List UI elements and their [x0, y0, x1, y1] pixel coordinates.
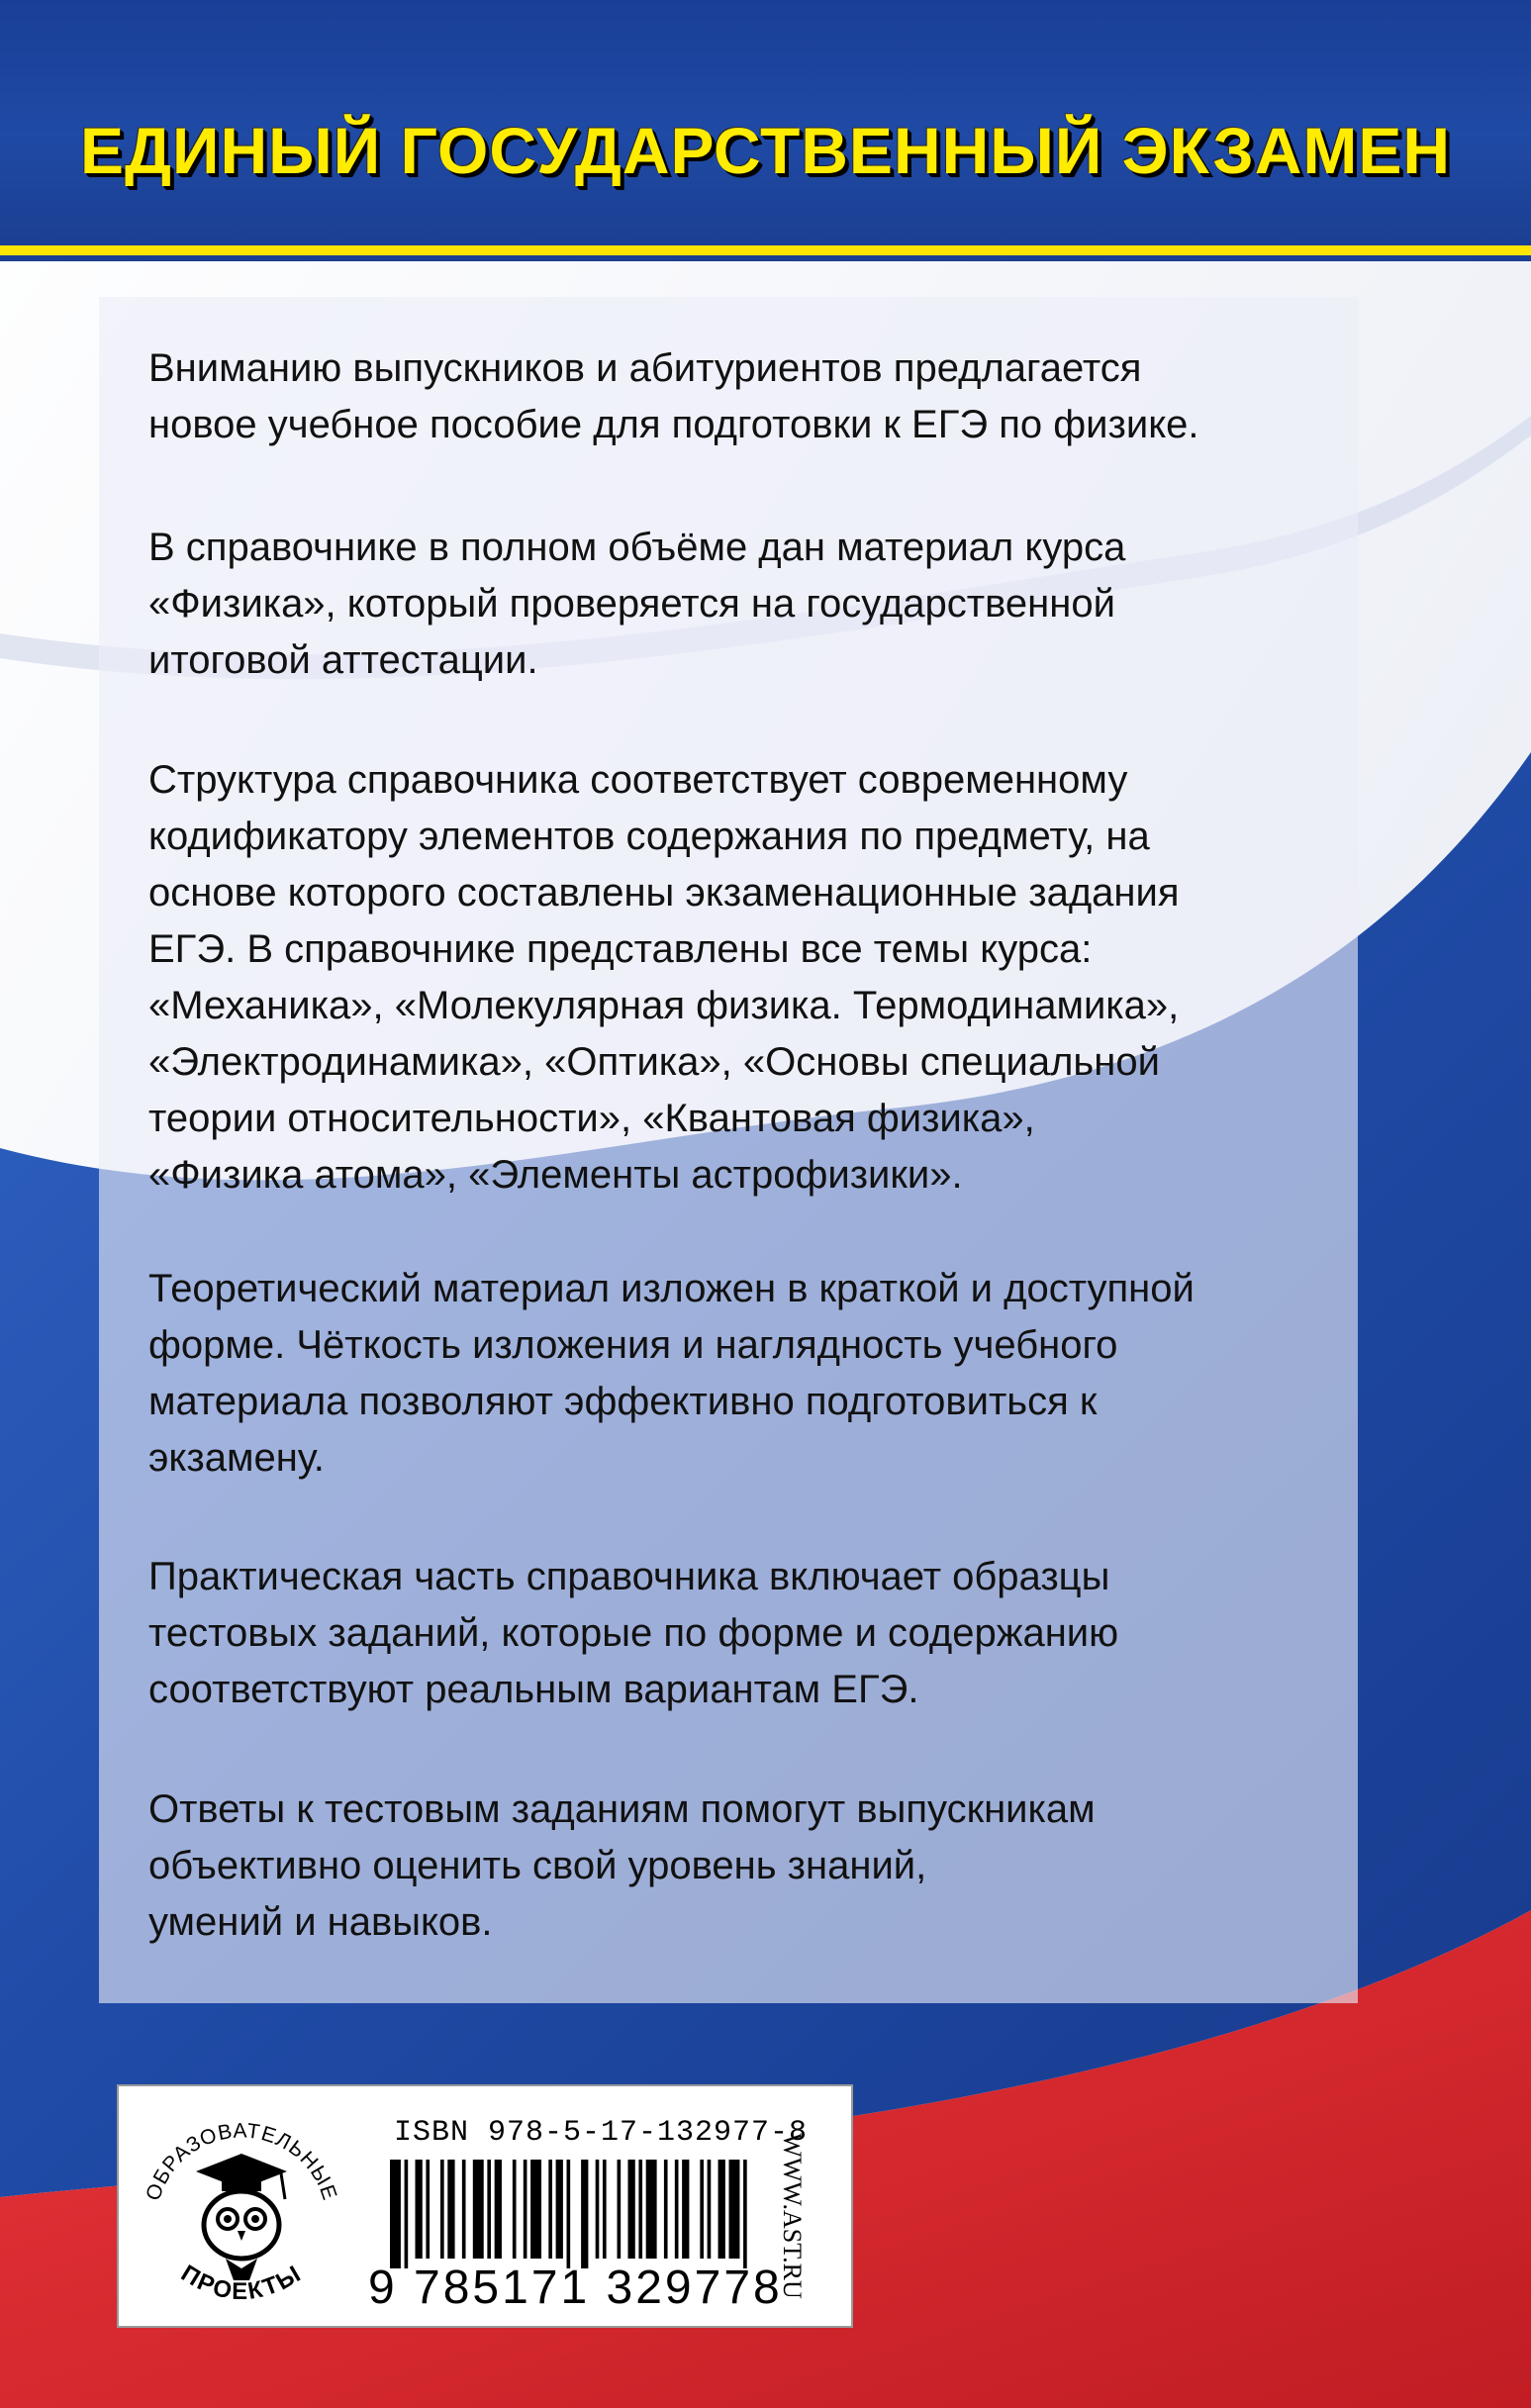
paragraph-line: умений и навыков. [148, 1900, 493, 1944]
paragraph-line: объективно оценить свой уровень знаний, [148, 1844, 927, 1887]
barcode-bar [513, 2160, 517, 2259]
barcode-bar [447, 2160, 454, 2259]
logo-bottom-text: ПРОЕКТЫ [176, 2260, 307, 2306]
paragraph-line: «Физика атома», «Элементы астрофизики». [148, 1153, 963, 1197]
publisher-logo [127, 2092, 356, 2322]
logo-top-text: ОБРАЗОВАТЕЛЬНЫЕ [142, 2119, 341, 2204]
footer-info-box [117, 2084, 853, 2328]
header-yellow-stripe [0, 245, 1531, 255]
barcode-bar [473, 2160, 484, 2259]
barcode-bar [646, 2160, 657, 2259]
barcode-bar [743, 2160, 747, 2268]
owl-graduate-icon [196, 2154, 287, 2280]
paragraph-line: Вниманию выпускников и абитуриентов предлагается [148, 346, 1142, 390]
paragraph-line: новое учебное пособие для подготовки к ЕГЭ по физике. [148, 403, 1199, 446]
barcode-bar [567, 2160, 571, 2268]
header-blue-stripe [0, 255, 1531, 261]
barcode-bar [700, 2160, 704, 2259]
paragraph-line: Практическая часть справочника включает образцы [148, 1555, 1110, 1598]
paragraph-line: основе которого составлены экзаменационные задания [148, 871, 1180, 915]
barcode-bar [530, 2160, 541, 2259]
barcode-bar [581, 2160, 588, 2268]
barcode-bar [440, 2160, 444, 2259]
barcode-bar [638, 2160, 642, 2259]
paragraph-5 [148, 1549, 1336, 1718]
barcode-bar [416, 2160, 423, 2259]
paragraph-line: материала позволяют эффективно подготовиться к [148, 1380, 1098, 1423]
barcode-bar [627, 2160, 634, 2259]
barcode-bar [664, 2160, 668, 2259]
paragraph-line: «Механика», «Молекулярная физика. Термодинамика», [148, 984, 1180, 1027]
isbn-number: ISBN 978-5-17-132977-8 [394, 2116, 809, 2150]
barcode-bar [718, 2160, 725, 2259]
barcode-bar [729, 2160, 740, 2259]
barcode-bar [524, 2160, 527, 2259]
barcode-bar [596, 2160, 600, 2259]
website-url [762, 2122, 821, 2310]
barcode-bar [487, 2160, 491, 2259]
barcode-bar [405, 2160, 409, 2268]
paragraph-4 [148, 1261, 1336, 1487]
barcode-bar [390, 2160, 401, 2268]
barcode-bar [708, 2160, 712, 2259]
paragraph-line: Структура справочника соответствует современному [148, 758, 1128, 802]
paragraph-line: В справочнике в полном объёме дан материал курса [148, 526, 1126, 569]
paragraph-2 [148, 520, 1336, 689]
paragraph-line: итоговой аттестации. [148, 638, 538, 682]
paragraph-line: экзамену. [148, 1436, 325, 1480]
paragraph-line: «Электродинамика», «Оптика», «Основы специальной [148, 1040, 1160, 1084]
paragraph-line: тестовых заданий, которые по форме и содержанию [148, 1611, 1119, 1655]
barcode-bar [426, 2160, 430, 2259]
barcode-bar [682, 2160, 689, 2259]
svg-text:ПРОЕКТЫ [176, 2260, 307, 2305]
barcode-digits: 9 785171 329778 [368, 2262, 783, 2314]
paragraph-line: «Физика», который проверяется на государственной [148, 582, 1115, 626]
paragraph-line: соответствуют реальным вариантам ЕГЭ. [148, 1668, 919, 1711]
paragraph-line: кодификатору элементов содержания по предмету, на [148, 815, 1150, 858]
paragraph-line: Ответы к тестовым заданиям помогут выпускникам [148, 1787, 1096, 1831]
barcode-bar [675, 2160, 679, 2259]
barcode-bar [548, 2160, 552, 2259]
barcode-bar [495, 2160, 502, 2259]
paragraph-line: Теоретический материал изложен в краткой и доступной [148, 1267, 1195, 1310]
paragraph-line: теории относительности», «Квантовая физика», [148, 1097, 1035, 1140]
website-text: WWW.AST.RU [778, 2133, 807, 2299]
paragraph-1 [148, 340, 1336, 453]
barcode-bar [556, 2160, 563, 2259]
paragraph-6 [148, 1782, 1336, 1951]
barcode-bar [618, 2160, 622, 2259]
paragraph-3 [148, 752, 1336, 1204]
paragraph-line: форме. Чёткость изложения и наглядность учебного [148, 1323, 1118, 1367]
barcode-bar [603, 2160, 607, 2259]
paragraph-line: ЕГЭ. В справочнике представлены все темы курса: [148, 927, 1093, 971]
page-title: ЕДИНЫЙ ГОСУДАРСТВЕННЫЙ ЭКЗАМЕН [79, 114, 1452, 187]
barcode-bar [462, 2160, 466, 2259]
header-band [0, 0, 1531, 245]
barcode [388, 2160, 756, 2268]
